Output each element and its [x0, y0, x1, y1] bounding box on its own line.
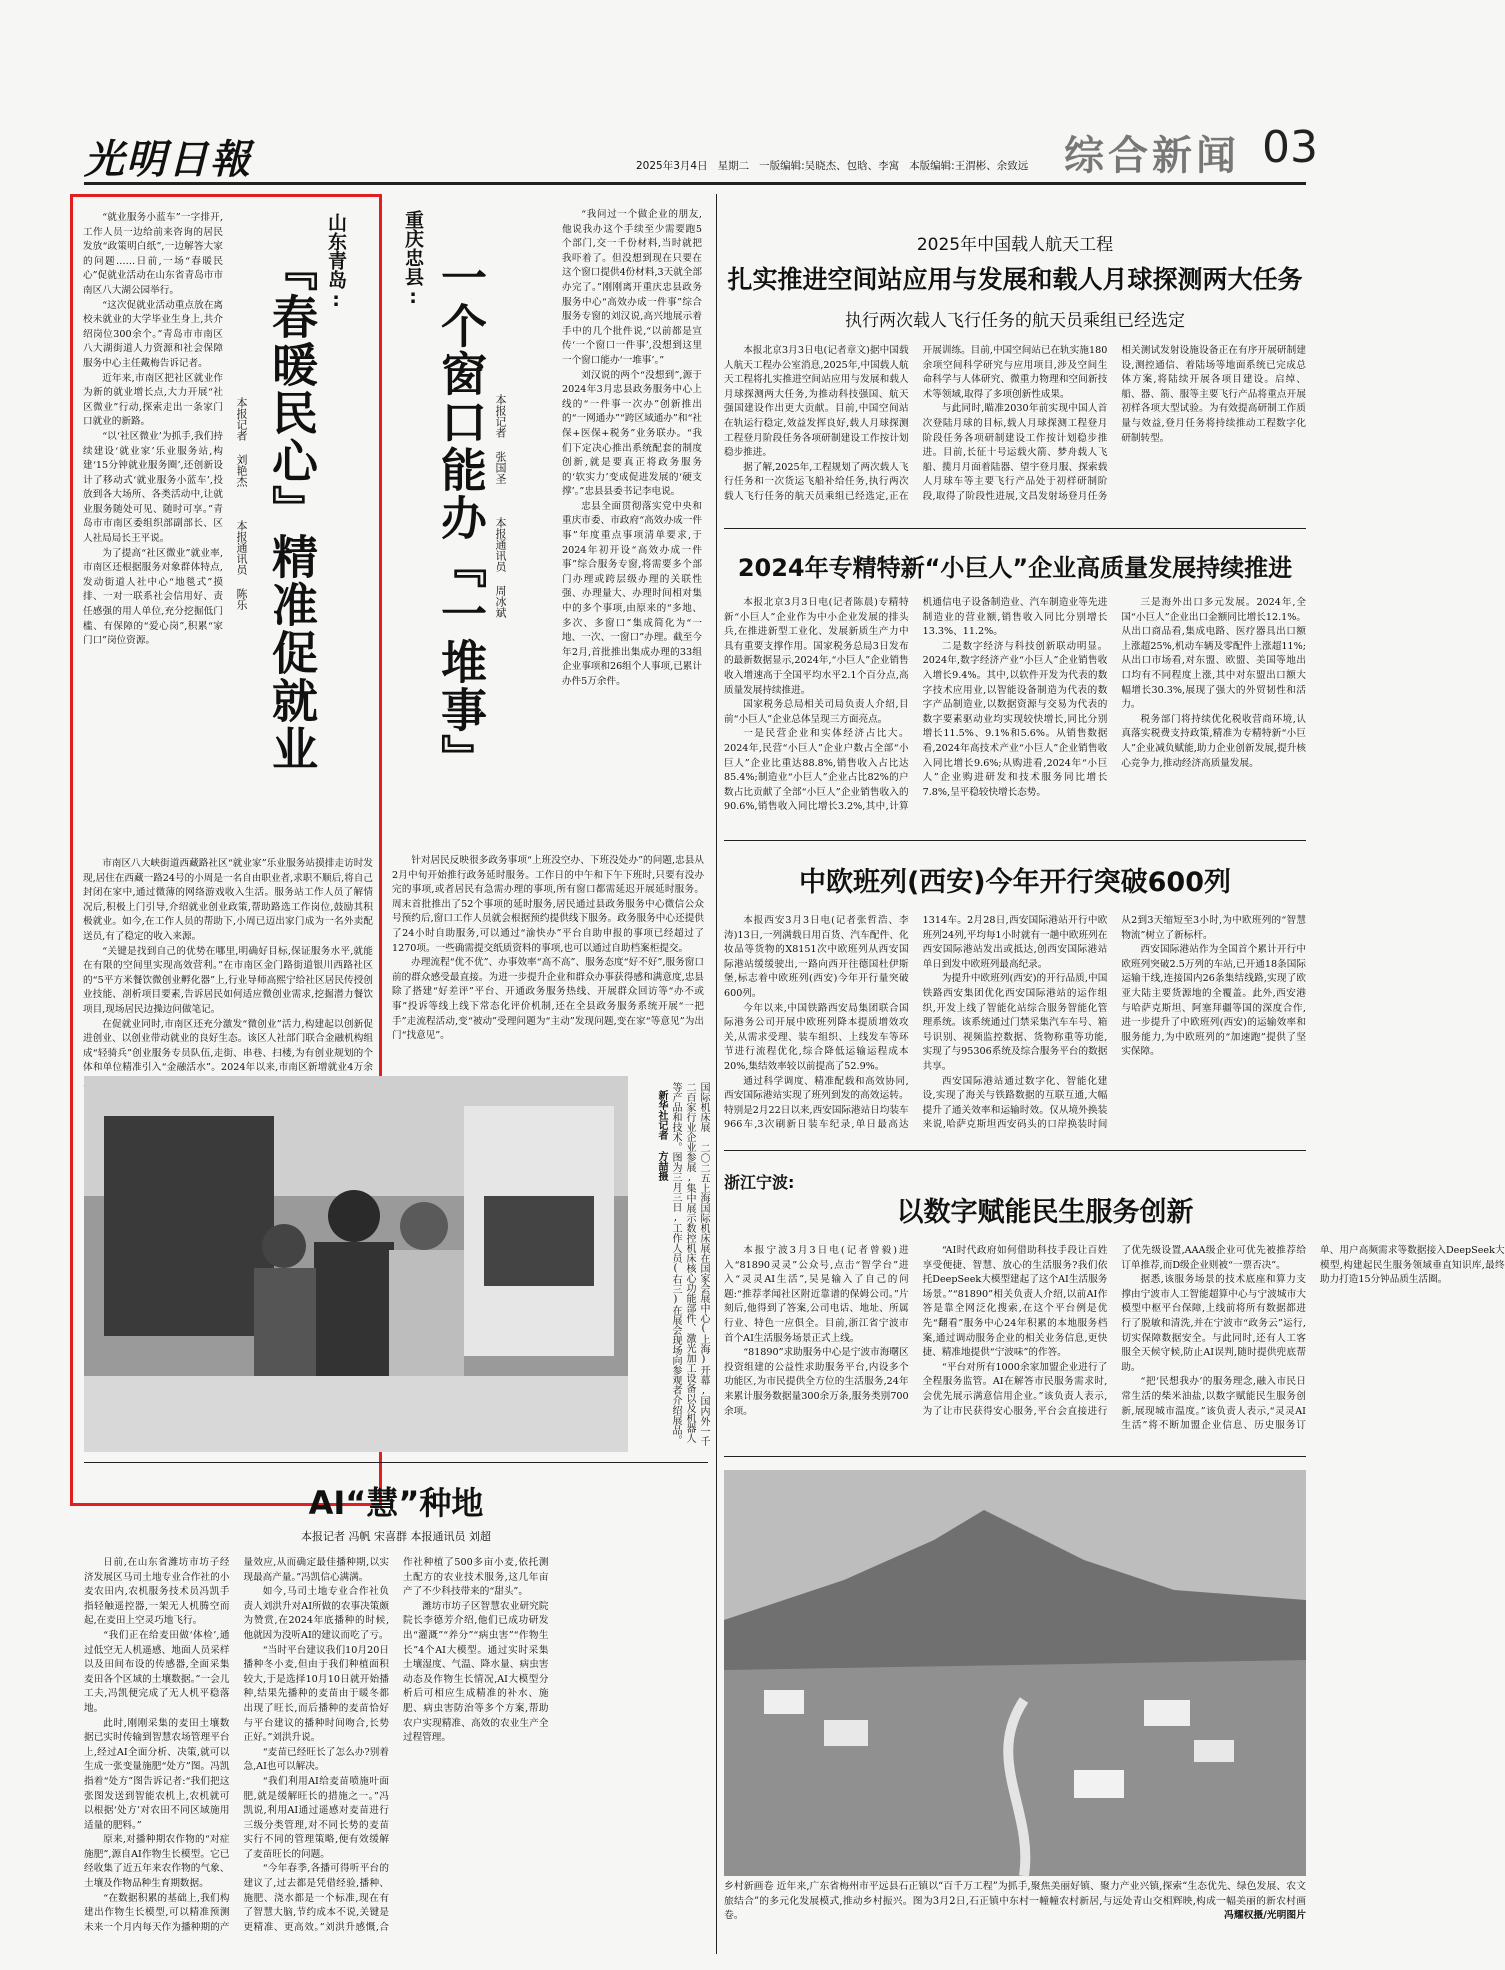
paragraph: 税务部门将持续优化税收营商环境,认真落实税费支持政策,精准为专精特新“小巨人”企业减负赋能,助力企业创新发展,提升核心竞争力,推动经济高质量发展。 — [1121, 713, 1306, 769]
machine-expo-credit: 新华社记者 方喆摄 — [656, 1090, 667, 1181]
ningbo-headline: 以数字赋能民生服务创新 — [896, 1197, 1194, 1228]
paragraph: 本报宁波3月3日电(记者曾毅)进入“81890灵灵”公众号,点击“智学台”进入“灵灵AI生活”,吴晃输入了自己的问题:“推荐孝闻社区附近靠谱的保姆公司。”片刻后,他得到了答案,公司电话、地址、所属行业、特色一应俱全。目前,浙江省宁波市首个AI生活服务场景正式上线。 — [724, 1245, 909, 1344]
paragraph: 办理流程“优不优”、办事效率“高不高”、服务态度“好不好”,服务窗口前的群众感受最直接。为进一步提升企业和群众办事获得感和满意度,忠县除了搭建“好差评”平台、开通政务服务热线、开展群众回访等“办不或事”投诉等线上线下常态化评价机制,还在全县政务服务系统开展“一把手”走流程活动,变“被动”受理问题为“主动”发现问题,变在家“等意见”为出门“找意见”。 — [392, 957, 704, 1042]
divider — [724, 840, 1306, 841]
giant-article — [724, 540, 1306, 832]
paragraph: “这次促就业活动重点放在离校未就业的大学毕业生身上,共介绍岗位300余个。”青岛市市南区八大湖街道人力资源和社会保障服务中心主任戴梅告诉记者。 — [83, 299, 223, 369]
masthead-rule — [84, 182, 1306, 185]
paragraph: 为了提高“社区微业”就业率,市南区还根据服务对象群体特点,发动街道人社中心“地毯式”摸排、一对一联系社会信用好、责任感强的用人单位,充分挖掘低门槛、有保障的“爱心岗”,积累“家门口”岗位资源。 — [83, 547, 223, 647]
space-subtitle: 执行两次载人飞行任务的航天员乘组已经选定 — [845, 311, 1185, 331]
machine-expo-photo-illustration — [84, 1076, 628, 1452]
paragraph: 近年来,市南区把社区就业作为新的就业增长点,大力开展“社区微业”行动,探索走出一条家门口就业的新路。 — [83, 372, 223, 428]
masthead — [0, 0, 1388, 190]
paragraph: “以‘社区微业’为抓手,我们持续建设‘就业家’乐业服务站,构建‘15分钟就业服务圈’,还创新设计了移动式‘就业服务小蓝车’,投放到各大场所、各类活动中,让就业服务随处可见、随时可享。”青岛市市南区委组织部副部长、区人社局局长王平说。 — [83, 430, 223, 545]
paragraph: “把‘民想我办’的服务理念,融入市民日常生活的柴米油盐,以数字赋能民生服务创新,展现城市温度。”该负责人表示,“灵灵AI生活”将不断加盟企业信息、历史服务订单、用户高频需求等数据接入DeepSeek大模型,构建起民生服务领域垂直知识库,最终助力打造15分钟品质生活圈。 — [1121, 1245, 1505, 1432]
paragraph: 据了解,2025年,工程规划了两次载人飞行任务和一次货运飞船补给任务,执行两次载人飞行任务的航天员乘组已经选定,正在开展训练。目前,中国空间站已在轨实施180余项空间科学研究与应用项目,涉及空间生命科学与人体研究、微重力物理和空间新技术等领域,取得了多项创新性成果。 — [724, 345, 1108, 502]
qingdao-correspondent: 本报通讯员 陈乐 — [235, 520, 248, 610]
chongqing-kicker: 重庆忠县: — [402, 210, 424, 308]
paragraph: “AI时代政府如何借助科技手段让百姓享受便捷、智慧、放心的生活服务?我们依托DeepSeek大模型建起了这个AI生活服务场景。”“81890”相关负责人介绍,以前AI作答是靠全网泛化搜索,在这个平台例是优先“翻看”服务中心24年积累的本地服务档案,通过调动服务企业的相关业务信息,更快捷、精准地提供“宁波味”的作答。 — [922, 1245, 1108, 1359]
rail-body — [724, 914, 1306, 1140]
paragraph: “就业服务小蓝车”一字排开,工作人员一边给前来咨询的居民发放“政策明白纸”,一边解答大家的问题……日前,一场“春暖民心”促就业活动在山东省青岛市市南区八大湖公园举行。 — [83, 212, 223, 296]
paragraph: “我们正在给麦田做‘体检’,通过低空无人机遥感、地面人员采样以及田间布设的传感器,全面采集麦田各个区域的土壤数据。”一会儿工夫,冯凯便完成了无人机平稳落地。 — [84, 1629, 230, 1714]
rail-headline: 中欧班列(西安)今年开行突破600列 — [798, 867, 1232, 898]
giant-headline: 2024年专精特新“小巨人”企业高质量发展持续推进 — [737, 554, 1293, 582]
chongqing-reporter: 本报记者 张国圣 — [494, 394, 507, 484]
paragraph: 在促就业同时,市南区还充分激发“微创业”活力,构建起以创新促进创业、以创业带动就业的良好生态。该区人社部门联合金融机构组成“轻骑兵”创业服务专员队伍,走街、串巷、扫楼,为有创业规划的个体和单位精准引入“金融活水”。2024年以来,市南区新增就业4万余 — [83, 1018, 373, 1074]
paragraph: 原来,对播种期农作物的“对症施肥”,源自AI作物生长模型。它已经收集了近五年来农作物的气象、土壤及作物品种生育期数据。 — [84, 1834, 230, 1890]
paragraph: “我问过一个做企业的朋友,他说我办这个手续至少需要跑5个部门,交一千份材料,当时就把我吓着了。但没想到现在只要在这个窗口提供4份材料,3天就全部办完了。”刚刚离开重庆忠县政务服务中心“高效办成一件事”综合服务专窗的刘汉说,高兴地展示着手中的几个批件说,“以前都是宣传‘一个窗口一件事’,没想到这里一个窗口能办‘一堆事’。” — [562, 209, 702, 366]
paragraph: “81890”求助服务中心是宁波市海曙区投资组建的公益性求助服务平台,内设多个功能区,为市民提供全方位的生活服务,24年来累计服务数据量300余万条,服务类别700余项。 — [724, 1347, 909, 1417]
paragraph: 与此同时,瞄准2030年前实现中国人首次登陆月球的目标,载人月球探测工程登月阶段任务各项研制建设工作按计划稳步推进。目前,长征十号运载火箭、梦舟载人飞船、揽月月面着陆器、望宇登月服、探索载人月球车等主要飞行产品处于初样研制阶段,取得了阶段性进展,文昌发射场登月任务相关测试发射设施设备正在有序开展研制建设,测控通信、着陆场等地面系统已完成总体方案,将陆续开展各项目建设。启绰、船、器、箭、服等主要飞行产品将重点开展初样各项大型试验。为有效提高研制工作质量与效益,登月任务将持续推动工程数字化研制转型。 — [922, 345, 1306, 502]
ai-article — [84, 1472, 708, 1952]
qingdao-byline — [233, 397, 249, 797]
paragraph: “我们利用AI给麦苗喷施叶面肥,就是缓解旺长的措施之一。”冯凯说,利用AI通过遥感对麦苗进行三级分类管理,对不同长势的麦苗实行不同的管理策略,便有效缓解了麦苗旺长的问题。 — [243, 1775, 389, 1860]
divider — [724, 528, 1306, 529]
space-article — [724, 194, 1306, 520]
chongqing-byline — [492, 394, 508, 794]
issue-date: 2025年3月4日 — [636, 160, 708, 172]
paragraph: 潍坊市坊子区智慧农业研究院院长李德芳介绍,他们已成功研发出“灌溉”“养分”“病虫害”“作物生长”4个AI大模型。通过实时采集土壤湿度、气温、降水量、病虫害动态及作物生长情况,AI大模型分析后可相应生成精准的补水、施肥、病虫害防治等多个方案,帮助农户实现精准、高效的农业生产全过程管理。 — [403, 1600, 549, 1744]
village-photo-illustration — [724, 1470, 1306, 1876]
paragraph: “关键是找到自己的优势在哪里,明确好目标,保证服务水平,就能在有限的空间里实现高效营利。”在市南区金门路街道银川西路社区的“5平方米餐饮微创业孵化器”上,行业导师高熙宁给社区居民传授创业技能、剖析项目要素,告诉居民如何适应微创业需求,挖掘潜力餐饮项目,现场居民边操边问做笔记。 — [83, 945, 373, 1015]
paragraph: “麦苗已经旺长了怎么办?别着急,AI也可以解决。 — [243, 1746, 389, 1773]
divider — [84, 1462, 708, 1463]
paragraph: 刘汉说的两个“没想到”,源于2024年3月忠县政务服务中心上线的“一件事一次办”创新推出的“一网通办”“跨区域通办”和“社保+医保+税务”业务联办。“我们下定决心推出系统配套的制度创新,就是要真正将政务服务的‘软实力’变成促进发展的‘硬支撑’。”忠县县委书记李电说。 — [562, 369, 702, 498]
village-photo-credit: 冯耀权摄/光明图片 — [1224, 1910, 1306, 1922]
paragraph: 如今,马司土地专业合作社负责人刘洪升对AI所做的农事决策颇为赞赏,在2024年底播种的时候,他就因为没听AI的建议而吃了亏。 — [243, 1586, 389, 1641]
qingdao-body-top — [83, 211, 223, 849]
column-divider — [716, 194, 717, 1954]
machine-expo-caption-text: 国际机床展 二〇二五上海国际机床展在国家会展中心(上海)开幕,国内外一千二百家行业企业参展,集中展示数控机床核心功能部件、激光加工设备以及机器人等产品和技术。图为三月三日,工作人员(右三)在展会现场向参观者介绍展品。 — [670, 1082, 709, 1446]
village-caption-text: 乡村新画卷 近年来,广东省梅州市平远县石正镇以“百千万工程”为抓手,聚焦美丽好镇、聚力产业兴镇,探索“生态优先、绿色发展、农文旅结合”的多元化发展模式,推动乡村振兴。图为3月2日,石正镇中东村一幢幢农村新居,与远处青山交相辉映,构成一幅美丽的新农村画卷。 — [724, 1881, 1306, 1922]
chongqing-headline: 一个窗口能办『一堆事』 — [434, 254, 488, 782]
village-photo — [724, 1470, 1306, 1876]
editors-front: 一版编辑:吴晓杰、包晗、李寓 — [759, 160, 900, 172]
qingdao-reporter: 本报记者 刘艳杰 — [235, 397, 248, 487]
paragraph: 为提升中欧班列(西安)的开行品质,中国铁路西安集团优化西安国际港站的运作组织,开发上线了智能化站综合服务智能化管理系统。该系统通过门禁采集汽车车号、箱号识别、视频监控数据、货物称重等功能,实现了与95306系统及综合服务平台的数据共享。 — [922, 973, 1108, 1072]
issue-weekday: 星期二 — [717, 160, 750, 172]
paragraph: 通过科学调度、精准配载和高效协同,西安国际港站实现了班列到发的高效运转。特别是2月22日以来,西安国际港站日均装车966车,3次刷新日装车纪录,单日最高达1314车。2月28日,西安国际港站开行中欧班列24列,平均每1小时就有一趟中欧班列在西安国际港站发出或抵达,创西安国际港站单日到发中欧班列最高纪录。 — [724, 915, 1108, 1131]
space-body — [724, 344, 1306, 516]
paragraph: 针对居民反映很多政务事项“上班没空办、下班没处办”的问题,忠县从2月中旬开始推行政务延时服务。工作日的中午和下午下班时,只要有没办完的事项,或者居民有急需办理的事项,所有窗口都需延迟开展延时服务。周末首批推出了52个事项的延时服务,居民通过县政务服务中心微信公众号预约后,窗口工作人员就会根据预约提供线下服务。政务服务中心还提供了24小时自助服务,可以通过“渝快办”平台自助申报的事项已经超过了1270项。一些确需提交纸质资料的事项,也可以通过自助档案柜提交。 — [392, 855, 704, 954]
paragraph: 忠县全面贯彻落实党中央和重庆市委、市政府“高效办成一件事”年度重点事项清单要求,于2024年初开设“高效办成一件事”综合服务专窗,将需要多个部门办理或跨层级办理的关联性强、办理量大、办理时间相对集中的多个事项,由原来的“多地、多次、多窗口”集成简化为“一地、一次、一窗口”办理。截至今年2月,首批推出集成办理的33组企业事项和26组个人事项,已累计办件5万余件。 — [562, 500, 702, 687]
editors-page: 本版编辑:王渭彬、余致远 — [909, 160, 1029, 172]
rail-article — [724, 852, 1306, 1142]
page-number: 03 — [1262, 122, 1318, 173]
village-caption — [724, 1880, 1306, 1940]
ningbo-article — [724, 1160, 1505, 1448]
machine-expo-caption — [636, 1082, 710, 1452]
divider — [724, 1150, 1306, 1151]
paragraph: 本报西安3月3日电(记者张哲浩、李涛)13日,一列满载日用百货、汽车配件、化妆品等货物的X8151次中欧班列从西安国际港站缓缓驶出,一路向西开往德国杜伊斯堡,标志着中欧班列(西安)今年开行量突破600列。 — [724, 915, 909, 999]
ningbo-kicker: 浙江宁波: — [724, 1173, 795, 1192]
paragraph: 三是海外出口多元发展。2024年,全国“小巨人”企业出口金额同比增长12.1%。从出口商品看,集成电路、医疗器具出口额上涨超25%,机动车辆及零配件上涨超11%;从出口市场看,对东盟、欧盟、美国等地出口均有不同程度上涨,其中对东盟出口额大幅增长30.3%,展现了强大的外贸韧性和活力。 — [1121, 597, 1306, 711]
paragraph: 一是民营企业和实体经济占比大。2024年,民营“小巨人”企业户数占全部“小巨人”企业比重达88.8%,销售收入占比达85.4%;制造业“小巨人”企业占比82%的户数占比贡献了全部“小巨人”企业销售收入的90.6%,销售收入同比增长3.2%,其中,计算机通信电子设备制造业、汽车制造业等先进制造业的营业额,销售收入同比分别增长13.3%、11.2%。 — [724, 597, 1108, 813]
paragraph: “今年春季,各播可得听平台的建议了,过去都是凭借经验,播种、施肥、浇水都是一个标准,现在有了智慧大脑,节约成本不说,关键是更精准、更高效。”刘洪升感慨,合作社种植了500多亩小麦,依托测土配方的农业技术服务,这几年亩产了不少科技带来的“甜头”。 — [243, 1557, 549, 1933]
qingdao-headline: 『春暖民心』精准促就业 — [265, 245, 319, 773]
paragraph: 日前,在山东省潍坊市坊子经济发展区马司土地专业合作社的小麦农田内,农机服务技术员冯凯手指轻触遥控器,一架无人机腾空而起,在麦田上空灵巧地飞行。 — [84, 1557, 230, 1627]
ai-body — [84, 1556, 708, 1948]
divider — [724, 1456, 1306, 1457]
space-kicker: 2025年中国载人航天工程 — [916, 235, 1114, 255]
paragraph: 西安国际港站通过数字化、智能化建设,实现了海关与铁路数据的互联互通,大幅提升了通关效率和运输时效。仅从境外换装来说,哈萨克斯坦西安码头的口岸换装时间从2到3天缩短至3小时,为中欧班列的“智慧物流”树立了新标杆。 — [922, 915, 1306, 1131]
issue-info — [636, 158, 1028, 173]
paragraph: 本报北京3月3日电(记者陈晨)专精特新“小巨人”企业作为中小企业发展的排头兵,在推进新型工业化、发展新质生产力中具有重要支撑作用。国家税务总局3日发布的最新数据显示,2024年,“小巨人”企业销售收入增速高于全国平均水平2.1个百分点,高质量发展持续推进。 — [724, 597, 909, 696]
paragraph: 今年以来,中国铁路西安局集团联合国际港务公司开展中欧班列降本提质增效攻关,从需求受理、装车组织、上线发车等环节进行流程优化,综合降低运输运程成本20%,集结效率较以前提高了52.9%。 — [724, 1002, 909, 1072]
paragraph: “平台对所有1000余家加盟企业进行了全程服务监管。AI在解答市民服务需求时,会优先展示满意信用企业。”该负责人表示,为了让市民获得安心服务,平台会直接进行了优先级设置,AAA级企业可优先被推荐给订单推荐,而D级企业则被“一票否决”。 — [922, 1245, 1306, 1417]
ningbo-body — [724, 1244, 1505, 1444]
section-title: 综合新闻 — [1064, 132, 1240, 179]
paragraph: 此时,刚刚采集的麦田土壤数据已实时传输到智慧农场管理平台上,经过AI全面分析、决策,就可以生成一张变量施肥“处方”图。冯凯指着“处方”图告诉记者:“我们把这张图发送到智能农机上,农机就可以根据‘处方’对农田不同区域施用适量的肥料。” — [84, 1717, 230, 1831]
chongqing-body-top — [562, 208, 702, 846]
paragraph: 据悉,该服务场景的技术底座和算力支撑由宁波市人工智能超算中心与宁波城市大模型中枢平台保障,上线前将所有数据都进行了脱敏和清洗,并在宁波市“政务云”运行,切实保障数据安全。与此同时,还有人工客服全天候守候,防止AI误判,随时提供兜底帮助。 — [1121, 1274, 1306, 1373]
newspaper-logo: 光明日報 — [84, 136, 252, 183]
paragraph: 国家税务总局相关司局负责人介绍,目前“小巨人”企业总体呈现三方面亮点。 — [724, 699, 909, 725]
paragraph: “当时平台建议我们10月20日播种冬小麦,但由于我们种植面积较大,于是选择10月10日就开始播种,结果先播种的麦苗由于暖冬都出现了旺长,而后播种的麦苗恰好与平台建议的播种时间吻合,长势正好。”刘洪升说。 — [243, 1644, 389, 1744]
qingdao-kicker: 山东青岛: — [325, 213, 347, 311]
ai-byline: 本报记者 冯帆 宋喜群 本报通讯员 刘超 — [301, 1530, 491, 1543]
paragraph: 西安国际港站作为全国首个累计开行中欧班列突破2.5万列的车站,已开通18条国际运输干线,连接国内26条集结线路,实现了欧亚大陆主要货源地的全覆盖。此外,西安港与哈萨克斯坦、阿塞拜疆等国的深度合作,进一步提升了中欧班列(西安)的运输效率和服务能力,为中欧班列的“加速跑”提供了坚实保障。 — [1121, 944, 1306, 1058]
chongqing-correspondent: 本报通讯员 周冰斌 — [494, 517, 507, 618]
paragraph: 二是数字经济与科技创新联动明显。2024年,数字经济产业“小巨人”企业销售收入增长9.4%。其中,以软件开发为代表的数字技术应用业,以智能设备制造为代表的数字产品制造业,以数据资源与交易为代表的数字要素驱动业均实现较快增长,同比分别增长11.5%、9.1%和5.6%。从销售数据看,2024年高技术产业“小巨人”企业销售收入同比增长9.6%;从购进看,2024年“小巨人”企业购进研发和技术服务同比增长7.8%,呈平稳较快增长态势。 — [922, 640, 1108, 798]
machine-expo-photo — [84, 1076, 628, 1452]
paragraph: 本报北京3月3日电(记者章文)据中国载人航天工程办公室消息,2025年,中国载人航天工程将扎实推进空间站应用与发展和载人月球探测两大任务,为推动科技强国、航天强国建设作出更大贡献。目前,中国空间站在轨运行稳定,效益发挥良好,载人月球探测工程登月阶段任务各项研制建设工作按计划稳步推进。 — [724, 345, 909, 459]
ai-headline: AI“慧”种地 — [308, 1484, 484, 1522]
space-headline: 扎实推进空间站应用与发展和载人月球探测两大任务 — [727, 265, 1303, 294]
giant-body — [724, 596, 1306, 828]
paragraph: 市南区八大峡街道西藏路社区“就业家”乐业服务站摸排走访时发现,居住在西藏一路24号的小周是一名自由职业者,求职不顺后,将自己封闭在家中,通过微薄的网络游戏收入生活。服务站工作人员了解情况后,积极上门引导,介绍就业创业政策,帮助路选工作岗位,鼓励其积极就业。如今,在工作人员的帮助下,小周已迈出家门成为一名外卖配送员,有了稳定的收入来源。 — [83, 858, 373, 942]
paragraph: “在数据积累的基础上,我们构建出作物生长模型,可以精准预测未来一个月内每天作为播种期的产量效应,从而确定最佳播种期,以实现最高产量。”冯凯信心满满。 — [84, 1557, 389, 1933]
